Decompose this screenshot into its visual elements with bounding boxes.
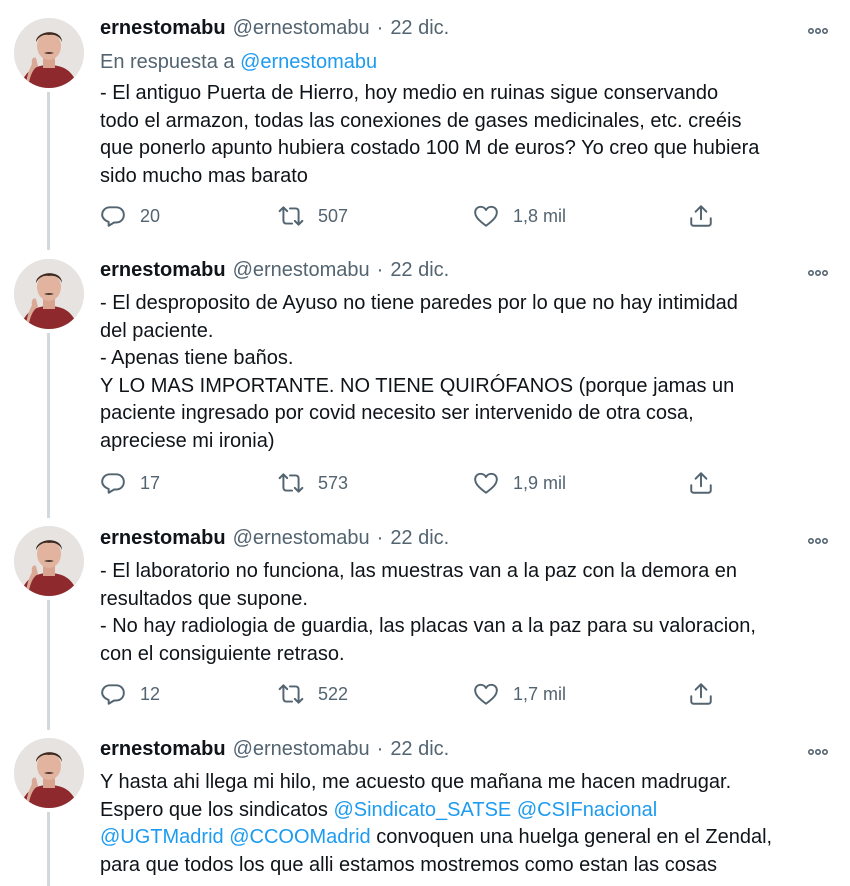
user-handle[interactable]: @ernestomabu	[232, 259, 370, 281]
tweet-text-line: - El antiguo Puerta de Hierro, hoy medio en ruinas sigue conservando	[100, 82, 719, 104]
like-button[interactable]	[473, 679, 566, 709]
reply-prefix: En respuesta a	[100, 51, 235, 73]
thread-line	[47, 600, 50, 730]
separator-dot: ·	[376, 17, 384, 39]
tweet[interactable]	[0, 250, 850, 518]
retweet-count: 522	[318, 683, 349, 704]
tweet-text-line: que ponerlo apunto hubiera costado 100 M de euros? Yo creo que hubiera	[100, 137, 760, 160]
mention-link[interactable]: @UGTMadrid	[100, 826, 224, 849]
tweet-date[interactable]: 22 dic.	[390, 17, 450, 39]
retweet-icon[interactable]	[278, 470, 304, 496]
user-handle[interactable]: @ernestomabu	[232, 738, 370, 760]
separator-dot: ·	[376, 259, 384, 281]
tweet-text-line: para que todos los que alli estamos mostremos como estan las cosas	[100, 853, 717, 876]
display-name[interactable]: ernestomabu	[100, 527, 226, 549]
like-icon[interactable]	[473, 203, 499, 229]
tweet-text-line: resultados que supone.	[100, 587, 308, 610]
reply-count: 20	[140, 205, 161, 226]
tweet-header	[100, 259, 449, 289]
separator-dot: ·	[376, 738, 384, 760]
share-button[interactable]	[688, 201, 728, 231]
reply-count: 17	[140, 472, 161, 493]
share-button[interactable]	[688, 468, 728, 498]
share-icon[interactable]	[688, 203, 714, 229]
tweet-date[interactable]: 22 dic.	[390, 259, 450, 281]
reply-icon[interactable]	[100, 470, 126, 496]
tweet-text-line: Y hasta ahi llega mi hilo, me acuesto que mañana me hacen madrugar.	[100, 771, 732, 793]
tweet-actions	[100, 468, 740, 498]
reply-count: 12	[140, 683, 161, 704]
reply-context	[100, 47, 759, 77]
retweet-icon[interactable]	[278, 203, 304, 229]
mention-link[interactable]: @CCOOMadrid	[229, 826, 371, 849]
tweet-text-line: apreciese mi ironia)	[100, 429, 275, 452]
tweet-text-line: con el consiguiente retraso.	[100, 642, 345, 665]
avatar[interactable]	[14, 526, 84, 596]
tweet-date[interactable]: 22 dic.	[390, 738, 450, 760]
tweet-header	[100, 527, 449, 557]
tweet-text	[100, 290, 738, 456]
tweet[interactable]	[0, 518, 850, 730]
like-icon[interactable]	[473, 681, 499, 707]
more-icon[interactable]	[806, 529, 830, 553]
like-button[interactable]	[473, 468, 566, 498]
tweet-text	[100, 558, 756, 668]
user-handle[interactable]: @ernestomabu	[232, 17, 370, 39]
tweet-text-line: sido mucho mas barato	[100, 164, 308, 187]
more-icon[interactable]	[806, 261, 830, 285]
avatar[interactable]	[14, 259, 84, 329]
reply-icon[interactable]	[100, 681, 126, 707]
like-button[interactable]	[473, 201, 566, 231]
tweet-text-line	[100, 797, 772, 825]
tweet-text-line: - El laboratorio no funciona, las muestras van a la paz con la demora en	[100, 560, 738, 582]
retweet-button[interactable]	[278, 679, 348, 709]
tweet[interactable]	[0, 730, 850, 886]
display-name[interactable]: ernestomabu	[100, 259, 226, 281]
tweet-text-line: del paciente.	[100, 319, 214, 342]
avatar[interactable]	[14, 738, 84, 808]
share-icon[interactable]	[688, 470, 714, 496]
more-icon[interactable]	[806, 19, 830, 43]
share-button[interactable]	[688, 679, 728, 709]
tweet-text	[100, 769, 772, 879]
tweet[interactable]	[0, 0, 850, 250]
tweet-actions	[100, 201, 740, 231]
retweet-count: 573	[318, 472, 349, 493]
separator-dot: ·	[376, 527, 384, 549]
text-fragment: Espero que los sindicatos	[100, 798, 334, 821]
tweet-header	[100, 17, 449, 47]
retweet-icon[interactable]	[278, 681, 304, 707]
tweet-header	[100, 738, 449, 768]
tweet-actions	[100, 679, 740, 709]
reply-handle-link[interactable]: @ernestomabu	[240, 51, 378, 73]
mention-link[interactable]: @Sindicato_SATSE	[333, 798, 512, 821]
reply-button[interactable]	[100, 468, 160, 498]
tweet-text-line: - Apenas tiene baños.	[100, 347, 294, 370]
tweet-text-line: - No hay radiologia de guardia, las placas van a la paz para su valoracion,	[100, 615, 756, 638]
share-icon[interactable]	[688, 681, 714, 707]
reply-button[interactable]	[100, 679, 160, 709]
like-count: 1,7 mil	[513, 683, 567, 704]
tweet-text	[100, 80, 759, 190]
thread-line	[47, 92, 50, 250]
tweet-text-line: todo el armazon, todas las conexiones de gases medicinales, etc. creéis	[100, 109, 742, 132]
tweet-text-line: - El desproposito de Ayuso no tiene paredes por lo que no hay intimidad	[100, 292, 738, 314]
mention-link[interactable]: @CSIFnacional	[516, 798, 658, 821]
text-fragment: convoquen una huelga general en el Zendal,	[370, 826, 773, 849]
tweet-date[interactable]: 22 dic.	[390, 527, 450, 549]
avatar[interactable]	[14, 18, 84, 88]
display-name[interactable]: ernestomabu	[100, 17, 226, 39]
tweet-text-line: paciente ingresado por covid necesito ser intervenido de otra cosa,	[100, 402, 694, 425]
like-icon[interactable]	[473, 470, 499, 496]
tweet-text-line	[100, 824, 772, 852]
like-count: 1,9 mil	[513, 472, 567, 493]
retweet-button[interactable]	[278, 201, 348, 231]
more-icon[interactable]	[806, 740, 830, 764]
reply-icon[interactable]	[100, 203, 126, 229]
reply-button[interactable]	[100, 201, 160, 231]
like-count: 1,8 mil	[513, 205, 567, 226]
display-name[interactable]: ernestomabu	[100, 738, 226, 760]
user-handle[interactable]: @ernestomabu	[232, 527, 370, 549]
retweet-button[interactable]	[278, 468, 348, 498]
thread-line	[47, 812, 50, 886]
thread-line	[47, 333, 50, 518]
tweet-text-line: Y LO MAS IMPORTANTE. NO TIENE QUIRÓFANOS (porque jamas un	[100, 374, 735, 397]
retweet-count: 507	[318, 205, 349, 226]
